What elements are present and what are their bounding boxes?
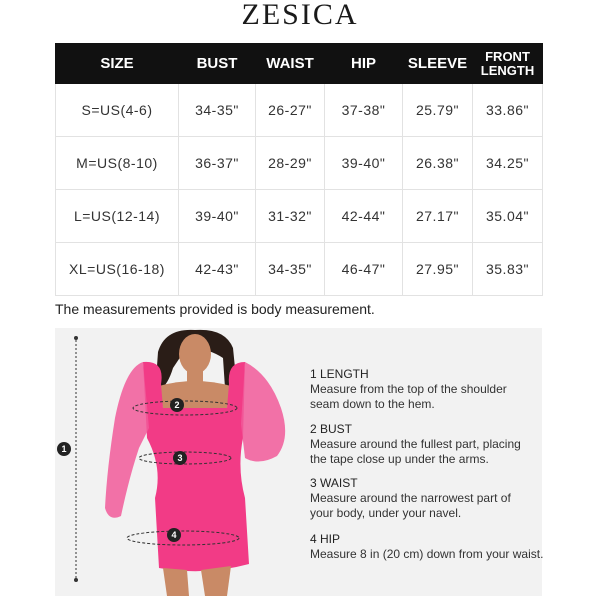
table-cell: 39-40"	[325, 137, 403, 190]
table-cell: 26-27"	[256, 84, 325, 137]
table-cell: 33.86"	[473, 84, 543, 137]
hip-description	[310, 532, 543, 562]
left-leg	[163, 568, 189, 596]
waist-marker: 3	[173, 451, 187, 465]
right-sleeve	[241, 362, 285, 462]
length-top-dot	[74, 336, 78, 340]
hip-title: 4 HIP	[310, 532, 341, 546]
waist-desc-line2: your body, under your navel.	[310, 506, 462, 520]
table-cell: 34-35"	[256, 243, 325, 296]
table-cell: 36-37"	[179, 137, 256, 190]
header-bust: BUST	[179, 44, 256, 84]
table-header-row	[56, 44, 543, 84]
table-row	[56, 137, 543, 190]
table-cell: S=US(4-6)	[56, 84, 179, 137]
left-sleeve	[105, 362, 149, 518]
hip-desc-line1: Measure 8 in (20 cm) down from your waist.	[310, 547, 544, 561]
bust-desc-line1: Measure around the fullest part, placing	[310, 437, 521, 451]
table-cell: M=US(8-10)	[56, 137, 179, 190]
header-front-length: FRONT LENGTH	[473, 44, 543, 84]
length-description	[310, 367, 507, 412]
measurement-note: The measurements provided is body measurement.	[55, 301, 375, 317]
header-sleeve: SLEEVE	[403, 44, 473, 84]
waist-desc-line1: Measure around the narrowest part of	[310, 491, 511, 505]
table-cell: 27.17"	[403, 190, 473, 243]
table-row	[56, 243, 543, 296]
table-cell: 39-40"	[179, 190, 256, 243]
table-cell: 31-32"	[256, 190, 325, 243]
table-cell: 34.25"	[473, 137, 543, 190]
length-marker: 1	[57, 442, 71, 456]
table-cell: 28-29"	[256, 137, 325, 190]
table-cell: 27.95"	[403, 243, 473, 296]
waist-title: 3 WAIST	[310, 476, 358, 490]
length-desc-line1: Measure from the top of the shoulder	[310, 382, 507, 396]
length-title: 1 LENGTH	[310, 367, 369, 381]
table-cell: 26.38"	[403, 137, 473, 190]
table-cell: 34-35"	[179, 84, 256, 137]
length-bottom-dot	[74, 578, 78, 582]
table-cell: 25.79"	[403, 84, 473, 137]
brand-logo: ZESICA	[241, 0, 359, 31]
table-row	[56, 84, 543, 137]
table-cell: 35.83"	[473, 243, 543, 296]
header-waist: WAIST	[256, 44, 325, 84]
table-cell: L=US(12-14)	[56, 190, 179, 243]
bust-title: 2 BUST	[310, 422, 353, 436]
bust-description	[310, 422, 521, 467]
table-cell: 42-44"	[325, 190, 403, 243]
table-cell: 37-38"	[325, 84, 403, 137]
table-cell: 35.04"	[473, 190, 543, 243]
header-size: SIZE	[56, 44, 179, 84]
table-row	[56, 190, 543, 243]
bust-desc-line2: the tape close up under the arms.	[310, 452, 489, 466]
waist-description	[310, 476, 511, 521]
hip-marker: 4	[167, 528, 181, 542]
table-cell: 42-43"	[179, 243, 256, 296]
table-cell: 46-47"	[325, 243, 403, 296]
table-cell: XL=US(16-18)	[56, 243, 179, 296]
right-leg	[201, 566, 231, 596]
header-hip: HIP	[325, 44, 403, 84]
length-desc-line2: seam down to the hem.	[310, 397, 435, 411]
bust-marker: 2	[170, 398, 184, 412]
size-chart-table	[55, 43, 543, 296]
